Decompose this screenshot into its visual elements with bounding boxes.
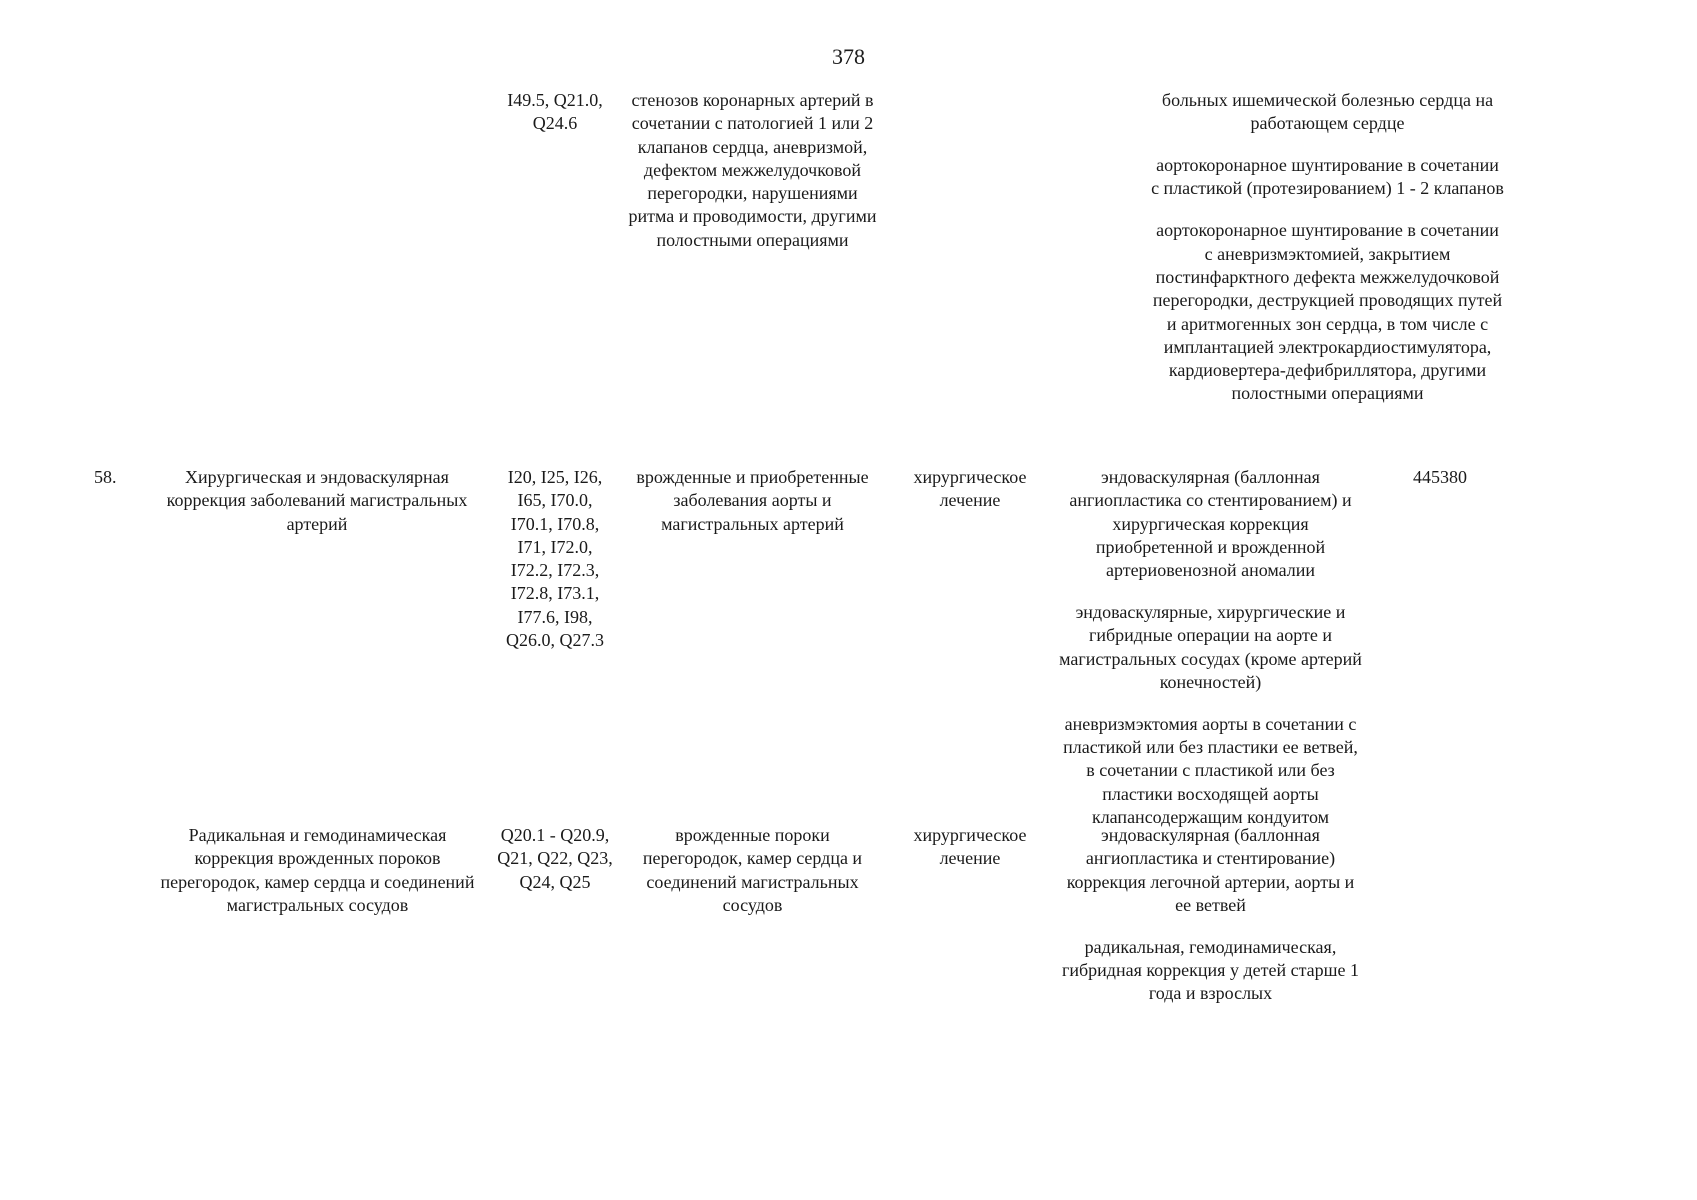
treatment-methods [1058,824,1363,1006]
patient-model: врожденные и приобретенные заболевания аорты и магистральных артерий [636,467,869,534]
icd-codes: I20, I25, I26, I65, I70.0, I70.1, I70.8, I71, I72.0, I72.2, I72.3, I72.8, I73.1, I77.6, I98, Q26.0, Q27.3 [506,467,604,651]
treatment-method: эндоваскулярные, хирургические и гибридные операции на аорте и магистральных сосудах (кроме артерий конечностей) [1059,602,1362,692]
cost: 445380 [1413,467,1467,487]
treatment-methods [1058,466,1363,829]
page-number: 378 [832,44,865,69]
treatment-method: аортокоронарное шунтирование в сочетании с аневризмэктомией, закрытием постинфарктного дефекта межжелудочковой перегородки, деструкцией проводящих путей и аритмогенных зон сердца, в том числе с имплантацией электрокардиостимулятора, кардиовертера-дефибриллятора, другими полостными операциями [1152,220,1503,404]
treatment-type: хирургическое лечение [913,825,1027,869]
row-number: 58. [94,467,117,487]
icd-codes: Q20.1 - Q20.9, Q21, Q22, Q23, Q24, Q25 [497,825,613,892]
care-type-name: Хирургическая и эндоваскулярная коррекция заболеваний магистральных артерий [166,467,468,534]
treatment-method: больных ишемической болезнью сердца на работающем сердце [1161,90,1494,134]
patient-model: стенозов коронарных артерий в сочетании с патологией 1 или 2 клапанов сердца, аневризмой, дефектом межжелудочковой перегородки, нарушениями ритма и проводимости, другими полостными операциями [628,90,877,250]
treatment-method: эндоваскулярная (баллонная ангиопластика и стентирование) коррекция легочной артерии, аорты и ее ветвей [1066,825,1355,915]
treatment-method: аневризмэктомия аорты в сочетании с пластикой или без пластики ее ветвей, в сочетании с пластикой или без пластики восходящей аорты клапансодержащим кондуитом [1063,713,1358,828]
care-type-name: Радикальная и гемодинамическая коррекция врожденных пороков перегородок, камер сердца и соединений магистральных сосудов [160,825,475,915]
treatment-type: хирургическое лечение [913,467,1027,511]
patient-model: врожденные пороки перегородок, камер сердца и соединений магистральных сосудов [642,825,863,915]
treatment-method: эндоваскулярная (баллонная ангиопластика со стентированием) и хирургическая коррекция приобретенной и врожденной артериовенозной аномалии [1069,467,1352,581]
treatment-method: радикальная, гемодинамическая, гибридная коррекция у детей старше 1 года и взрослых [1061,936,1360,1004]
treatment-method: аортокоронарное шунтирование в сочетании с пластикой (протезированием) 1 - 2 клапанов [1151,155,1504,199]
icd-codes: I49.5, Q21.0, Q24.6 [507,90,603,134]
treatment-methods [1150,89,1505,406]
